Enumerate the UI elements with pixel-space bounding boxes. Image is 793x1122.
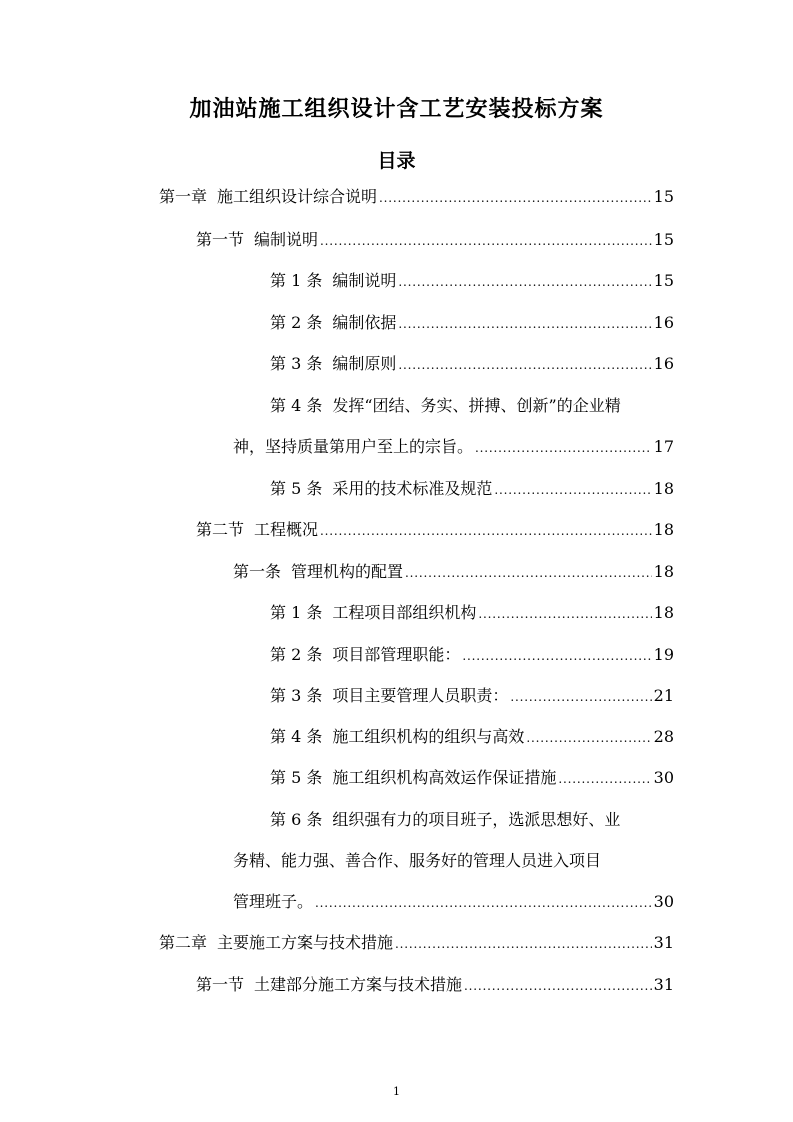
toc-page: 18 bbox=[653, 603, 674, 622]
toc-leader bbox=[395, 932, 652, 955]
toc-number: 第 5 条 bbox=[270, 768, 323, 787]
toc-heading: 目录 bbox=[377, 150, 416, 172]
toc-leader bbox=[405, 561, 652, 584]
toc-text: 编制说明 bbox=[254, 230, 319, 249]
toc-text: 工程概况 bbox=[254, 520, 319, 539]
toc-number: 第 5 条 bbox=[270, 479, 323, 498]
toc-text-continued: 神，坚持质量第用户至上的宗旨。 bbox=[233, 437, 474, 456]
toc-number: 第二章 bbox=[159, 933, 208, 952]
toc-entry[interactable] bbox=[233, 436, 674, 459]
toc-leader bbox=[398, 312, 651, 335]
toc-text: 编制依据 bbox=[332, 313, 397, 332]
toc-text: 施工组织机构的组织与高效 bbox=[332, 727, 525, 746]
toc-number: 第 4 条 bbox=[270, 396, 323, 415]
toc-page: 21 bbox=[653, 686, 674, 705]
toc-leader bbox=[526, 726, 651, 749]
toc-entry[interactable] bbox=[270, 644, 674, 667]
toc-entry[interactable] bbox=[270, 270, 674, 293]
toc-leader bbox=[315, 891, 652, 914]
toc-text: 主要施工方案与技术措施 bbox=[217, 933, 394, 952]
toc-entry[interactable] bbox=[270, 478, 674, 501]
toc-number: 第二节 bbox=[196, 520, 245, 539]
toc-page: 15 bbox=[653, 187, 674, 206]
toc-entry[interactable] bbox=[233, 561, 674, 584]
page-number: 1 bbox=[393, 1085, 400, 1098]
toc-leader bbox=[475, 436, 652, 459]
toc-entry[interactable] bbox=[233, 891, 674, 914]
toc-text: 土建部分施工方案与技术措施 bbox=[254, 975, 463, 994]
toc-entry[interactable] bbox=[196, 974, 674, 997]
toc-entry[interactable] bbox=[270, 767, 674, 790]
toc-entry[interactable] bbox=[270, 726, 674, 749]
toc-page: 18 bbox=[653, 562, 674, 581]
toc-page: 17 bbox=[653, 437, 674, 456]
toc-entry-first-line[interactable] bbox=[270, 395, 621, 417]
toc-text: 编制原则 bbox=[332, 354, 397, 373]
toc-number: 第 2 条 bbox=[270, 313, 323, 332]
toc-number: 第一条 bbox=[233, 562, 282, 581]
toc-number: 第 1 条 bbox=[270, 603, 323, 622]
toc-entry[interactable] bbox=[270, 312, 674, 335]
toc-text: 编制说明 bbox=[332, 271, 397, 290]
toc-text: 发挥“团结、务实、拼搏、创新”的企业精 bbox=[332, 396, 621, 415]
toc-number: 第 1 条 bbox=[270, 271, 323, 290]
toc-number: 第 2 条 bbox=[270, 645, 323, 664]
toc-number: 第 4 条 bbox=[270, 727, 323, 746]
toc-text: 采用的技术标准及规范 bbox=[332, 479, 493, 498]
toc-text: 项目主要管理人员职责： bbox=[332, 686, 509, 705]
toc-text: 项目部管理职能： bbox=[332, 645, 461, 664]
toc-number: 第一章 bbox=[159, 187, 208, 206]
toc-page: 30 bbox=[653, 892, 674, 911]
toc-page: 31 bbox=[653, 933, 674, 952]
toc-text: 施工组织机构高效运作保证措施 bbox=[332, 768, 557, 787]
toc-text-continued: 管理班子。 bbox=[233, 892, 314, 911]
toc-entry[interactable] bbox=[196, 229, 674, 252]
toc-page: 18 bbox=[653, 520, 674, 539]
toc-number: 第 6 条 bbox=[270, 810, 323, 829]
toc-page: 15 bbox=[653, 230, 674, 249]
toc-page: 15 bbox=[653, 271, 674, 290]
toc-text: 组织强有力的项目班子，选派思想好、业 bbox=[332, 810, 621, 829]
toc-leader bbox=[379, 186, 652, 209]
toc-number: 第一节 bbox=[196, 230, 245, 249]
toc-entry[interactable] bbox=[159, 186, 674, 209]
toc-page: 30 bbox=[653, 768, 674, 787]
toc-leader bbox=[478, 602, 651, 625]
document-title: 加油站施工组织设计含工艺安装投标方案 bbox=[189, 97, 604, 122]
toc-text: 管理机构的配置 bbox=[291, 562, 404, 581]
toc-text-continued: 务精、能力强、善合作、服务好的管理人员进入项目 bbox=[233, 851, 602, 870]
toc-page: 18 bbox=[653, 479, 674, 498]
toc-number: 第 3 条 bbox=[270, 354, 323, 373]
toc-text: 施工组织设计综合说明 bbox=[217, 187, 378, 206]
toc-entry[interactable] bbox=[270, 353, 674, 376]
toc-leader bbox=[320, 519, 652, 542]
toc-number: 第 3 条 bbox=[270, 686, 323, 705]
toc-entry-first-line[interactable] bbox=[270, 809, 620, 831]
toc-leader bbox=[464, 974, 652, 997]
toc-text: 工程项目部组织机构 bbox=[332, 603, 477, 622]
toc-entry-middle-line bbox=[233, 850, 601, 872]
toc-number: 第一节 bbox=[196, 975, 245, 994]
toc-leader bbox=[398, 270, 651, 293]
toc-leader bbox=[462, 644, 651, 667]
toc-page: 28 bbox=[653, 727, 674, 746]
toc-leader bbox=[558, 767, 651, 790]
toc-entry[interactable] bbox=[270, 685, 674, 708]
toc-page: 16 bbox=[653, 313, 674, 332]
toc-leader bbox=[510, 685, 651, 708]
toc-page: 19 bbox=[653, 645, 674, 664]
toc-leader bbox=[320, 229, 652, 252]
toc-entry[interactable] bbox=[196, 519, 674, 542]
toc-page: 16 bbox=[653, 354, 674, 373]
toc-leader bbox=[398, 353, 651, 376]
toc-entry[interactable] bbox=[159, 932, 674, 955]
toc-page: 31 bbox=[653, 975, 674, 994]
toc-leader bbox=[494, 478, 651, 501]
toc-entry[interactable] bbox=[270, 602, 674, 625]
